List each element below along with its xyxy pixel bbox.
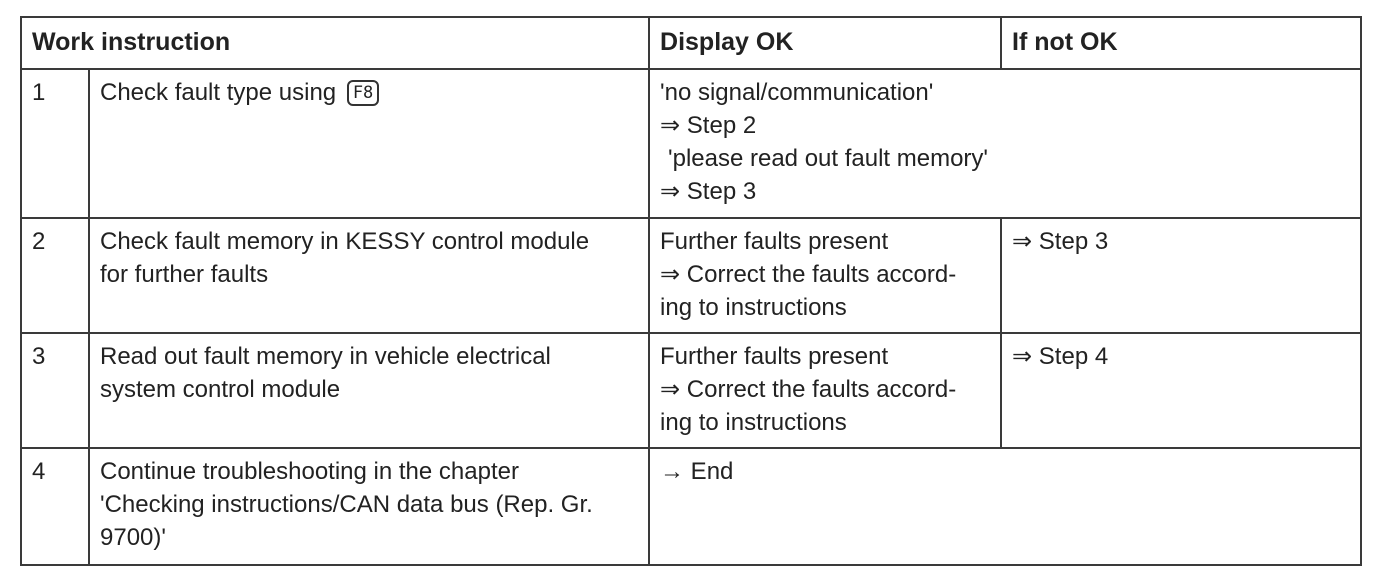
display-line: → End bbox=[660, 458, 734, 485]
instruction-line: Check fault memory in KESSY control module bbox=[100, 228, 590, 255]
instruction-cell bbox=[89, 448, 649, 565]
table-row bbox=[21, 333, 1361, 448]
instruction-line: Read out fault memory in vehicle electrical bbox=[100, 343, 551, 370]
display-line: ⇒ Correct the faults accord- bbox=[660, 376, 957, 403]
display-line: ing to instructions bbox=[660, 409, 847, 436]
instruction-line: Continue troubleshooting in the chapter bbox=[100, 458, 519, 485]
instruction-cell bbox=[89, 69, 649, 218]
header-display-ok: Display OK bbox=[649, 17, 1001, 69]
display-line: 'no signal/communication' bbox=[660, 79, 934, 106]
display-ok-cell bbox=[649, 69, 1361, 218]
display-line: ⇒ Step 3 bbox=[660, 178, 757, 205]
instruction-cell bbox=[89, 333, 649, 448]
step-number: 1 bbox=[21, 69, 89, 218]
table-row bbox=[21, 69, 1361, 218]
display-line: 'please read out fault memory' bbox=[668, 145, 989, 172]
instruction-line: for further faults bbox=[100, 261, 269, 288]
display-line: ing to instructions bbox=[660, 294, 847, 321]
instruction-line: system control module bbox=[100, 376, 341, 403]
display-line: Further faults present bbox=[660, 343, 889, 370]
if-not-ok-cell: ⇒ Step 4 bbox=[1001, 333, 1361, 448]
table-header-row bbox=[21, 17, 1361, 69]
step-number: 3 bbox=[21, 333, 89, 448]
work-instruction-table bbox=[20, 16, 1362, 566]
step-number: 2 bbox=[21, 218, 89, 333]
instruction-text: Check fault type using bbox=[100, 79, 337, 106]
instruction-line: 'Checking instructions/CAN data bus (Rep. Gr. bbox=[100, 491, 593, 518]
table-row bbox=[21, 218, 1361, 333]
table-row bbox=[21, 448, 1361, 565]
display-line: ⇒ Correct the faults accord- bbox=[660, 261, 957, 288]
instruction-line: 9700)' bbox=[100, 524, 166, 551]
display-ok-cell bbox=[649, 448, 1361, 565]
instruction-cell bbox=[89, 218, 649, 333]
display-ok-cell bbox=[649, 218, 1001, 333]
header-work-instruction: Work instruction bbox=[21, 17, 649, 69]
step-number: 4 bbox=[21, 448, 89, 565]
header-if-not-ok: If not OK bbox=[1001, 17, 1361, 69]
display-line: ⇒ Step 2 bbox=[660, 112, 757, 139]
display-line: Further faults present bbox=[660, 228, 889, 255]
f8-key-icon: F8 bbox=[347, 80, 379, 106]
display-ok-cell bbox=[649, 333, 1001, 448]
if-not-ok-cell: ⇒ Step 3 bbox=[1001, 218, 1361, 333]
